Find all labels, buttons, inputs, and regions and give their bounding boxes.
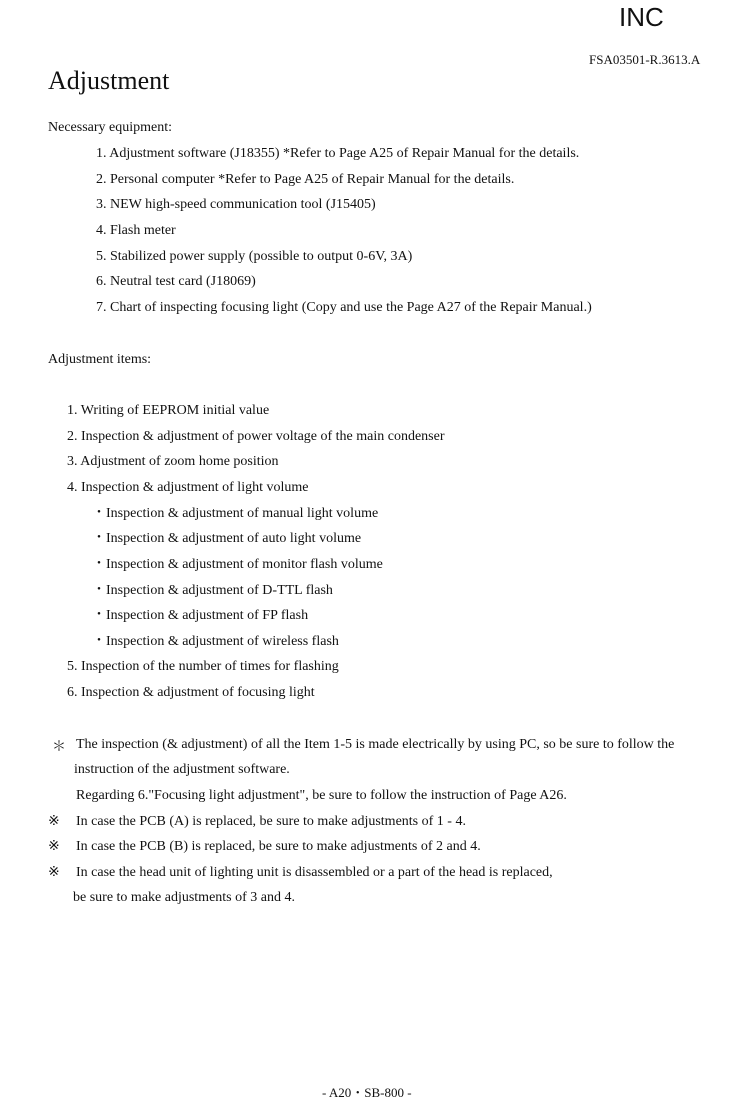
page-footer: - A20・SB-800 -	[322, 1085, 412, 1100]
adjustment-subitem: ・Inspection & adjustment of FP flash	[92, 608, 309, 623]
note-text: be sure to make adjustments of 3 and 4.	[73, 890, 296, 905]
adjustment-item: 6. Inspection & adjustment of focusing light	[67, 685, 315, 700]
brand-logo-text: INC	[619, 2, 664, 32]
note-text: instruction of the adjustment software.	[74, 762, 290, 777]
document-id: FSA03501-R.3613.A	[589, 52, 701, 67]
page-title: Adjustment	[48, 66, 170, 95]
equipment-item: 5. Stabilized power supply (possible to output 0-6V, 3A)	[96, 249, 413, 264]
adjustment-item: 1. Writing of EEPROM initial value	[67, 403, 270, 418]
equipment-item: 3. NEW high-speed communication tool (J15405)	[96, 197, 376, 212]
adjustment-item: 5. Inspection of the number of times for flashing	[67, 659, 339, 674]
note-text: The inspection (& adjustment) of all the Item 1-5 is made electrically by using PC, so be sure to follow the	[76, 737, 675, 752]
reference-mark: ※	[48, 839, 60, 854]
adjustment-subitem: ・Inspection & adjustment of manual light volume	[92, 506, 379, 521]
note-text: In case the head unit of lighting unit is disassembled or a part of the head is replaced,	[76, 865, 553, 880]
equipment-item: 6. Neutral test card (J18069)	[96, 274, 256, 289]
equipment-item: 2. Personal computer *Refer to Page A25 of Repair Manual for the details.	[96, 172, 515, 187]
reference-mark: ※	[48, 865, 60, 880]
adjustment-items-heading: Adjustment items:	[48, 352, 152, 367]
adjustment-item: 4. Inspection & adjustment of light volume	[67, 480, 309, 495]
equipment-item: 4. Flash meter	[96, 223, 176, 238]
adjustment-subitem: ・Inspection & adjustment of wireless flash	[92, 634, 339, 649]
adjustment-item: 2. Inspection & adjustment of power voltage of the main condenser	[67, 429, 445, 444]
note-text: In case the PCB (A) is replaced, be sure to make adjustments of 1 - 4.	[76, 814, 466, 829]
note-text: Regarding 6."Focusing light adjustment", be sure to follow the instruction of Page A26.	[76, 788, 567, 803]
adjustment-subitem: ・Inspection & adjustment of auto light volume	[92, 531, 362, 546]
note-text: In case the PCB (B) is replaced, be sure to make adjustments of 2 and 4.	[76, 839, 481, 854]
adjustment-item: 3. Adjustment of zoom home position	[67, 454, 279, 469]
equipment-heading: Necessary equipment:	[48, 120, 173, 135]
adjustment-subitem: ・Inspection & adjustment of monitor flash volume	[92, 557, 383, 572]
asterisk-note-mark: ＊	[52, 740, 66, 755]
adjustment-subitem: ・Inspection & adjustment of D-TTL flash	[92, 583, 333, 598]
equipment-item: 1. Adjustment software (J18355) *Refer to Page A25 of Repair Manual for the details.	[96, 146, 580, 161]
reference-mark: ※	[48, 814, 60, 829]
equipment-item: 7. Chart of inspecting focusing light (Copy and use the Page A27 of the Repair Manual.)	[96, 300, 592, 315]
